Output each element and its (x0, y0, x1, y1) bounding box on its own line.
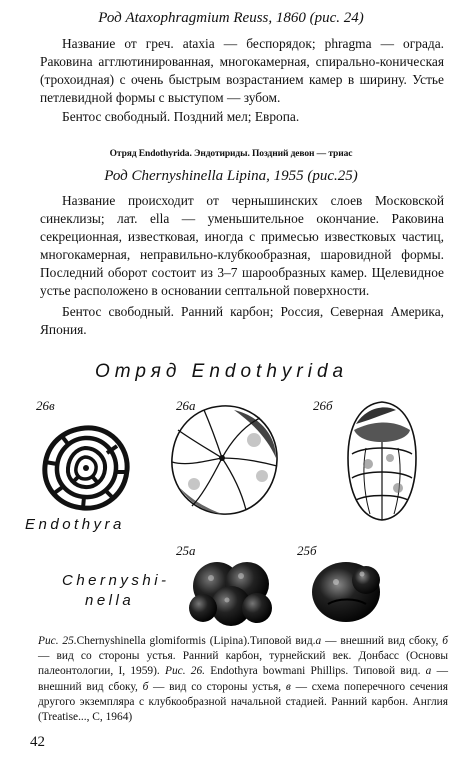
caption-fig25-a: а (315, 635, 322, 647)
figure-label-25b: 25б (297, 543, 317, 558)
caption-fig25-b-text: — вид со стороны устья. Ранний карбон, турнейский век. Донбасс (Основы палеонтологии, I, 1959). (38, 650, 448, 678)
figure-label-26v: 26в (36, 398, 55, 413)
endothyra-apertural-view-drawing (344, 398, 420, 524)
genus-label-chernyshinella-line1: Chernyshi- (62, 572, 170, 589)
caption-fig26-a-text: — внешний вид сбоку, (38, 665, 448, 693)
figure-label-26a: 26а (176, 398, 196, 413)
caption-fig26-text: Endothyra bowmani Phillips. Типовой вид. (205, 665, 426, 678)
paragraph-ataxophragmium-habitat: Бентос свободный. Поздний мел; Европа. (62, 109, 300, 124)
caption-fig26-b: б (142, 680, 149, 693)
paragraph-ataxophragmium-description: Название от греч. ataxia — беспорядок; phragma — ограда. Раковина агглютинированная, многокамерная, спирально-коническая (трохоидная) с очень быстрым возрастанием камер в ширину. Устье петлевидной формы с выступом — зубом. (40, 36, 444, 105)
caption-fig25-b: б (442, 635, 448, 647)
genus-label-endothyra: Endothyra (25, 516, 125, 533)
caption-fig25-text: Chernyshinella glomiformis (Lipina).Типовой вид. (76, 635, 316, 647)
genus-label-chernyshinella-line2: nella (85, 592, 135, 609)
endothyra-cross-section-drawing (37, 422, 133, 514)
order-heading: Отряд Endothyrida. Эндотириды. Поздний девон — триас (109, 149, 353, 159)
paragraph-chernyshinella-habitat: Бентос свободный. Ранний карбон; Россия, Северная Америка, Япония. (40, 304, 444, 337)
chernyshinella-apertural-view-drawing (308, 558, 388, 626)
chernyshinella-side-view-drawing (187, 556, 277, 628)
section-title-chernyshinella: Род Chernyshinella Lipina, 1955 (рис.25) (104, 168, 358, 184)
caption-fig25-a-text: — внешний вид сбоку, (321, 635, 443, 647)
caption-fig26-v-text: — схема поперечного сечения другого экземпляра с клубкообразной начальной стадией. Ранний карбон. Англия (Treatise..., С, 1964) (38, 680, 448, 724)
figure-label-25a: 25а (176, 543, 196, 558)
figure-order-title: Отряд Endothyrida (95, 361, 349, 382)
endothyra-side-view-drawing (164, 400, 284, 520)
paragraph-chernyshinella-description: Название происходит от чернышинских слоев Московской синеклизы; лат. ella — уменьшительное окончание. Раковина секреционная, известковая, иногда с примесью известковых частиц, многокамерная, неправильно-клубкообразная, шаровидной формы. Последний оборот состоит из 3–7 шарообразных камер. Щелевидное устье расположено в основании септальной поверхности. (40, 193, 444, 298)
caption-fig26-a: а (425, 665, 432, 678)
caption-fig26-b-text: — вид со стороны устья, (148, 680, 286, 693)
section-title-ataxophragmium: Род Ataxophragmium Reuss, 1860 (рис. 24) (98, 10, 364, 26)
caption-fig26-ref: Рис. 26. (165, 665, 206, 678)
page-number: 42 (30, 734, 45, 750)
caption-fig26-v: в (285, 680, 291, 693)
figure-caption (38, 634, 448, 725)
caption-fig25-ref: Рис. 25. (38, 635, 77, 647)
figure-label-26b: 26б (313, 398, 333, 413)
